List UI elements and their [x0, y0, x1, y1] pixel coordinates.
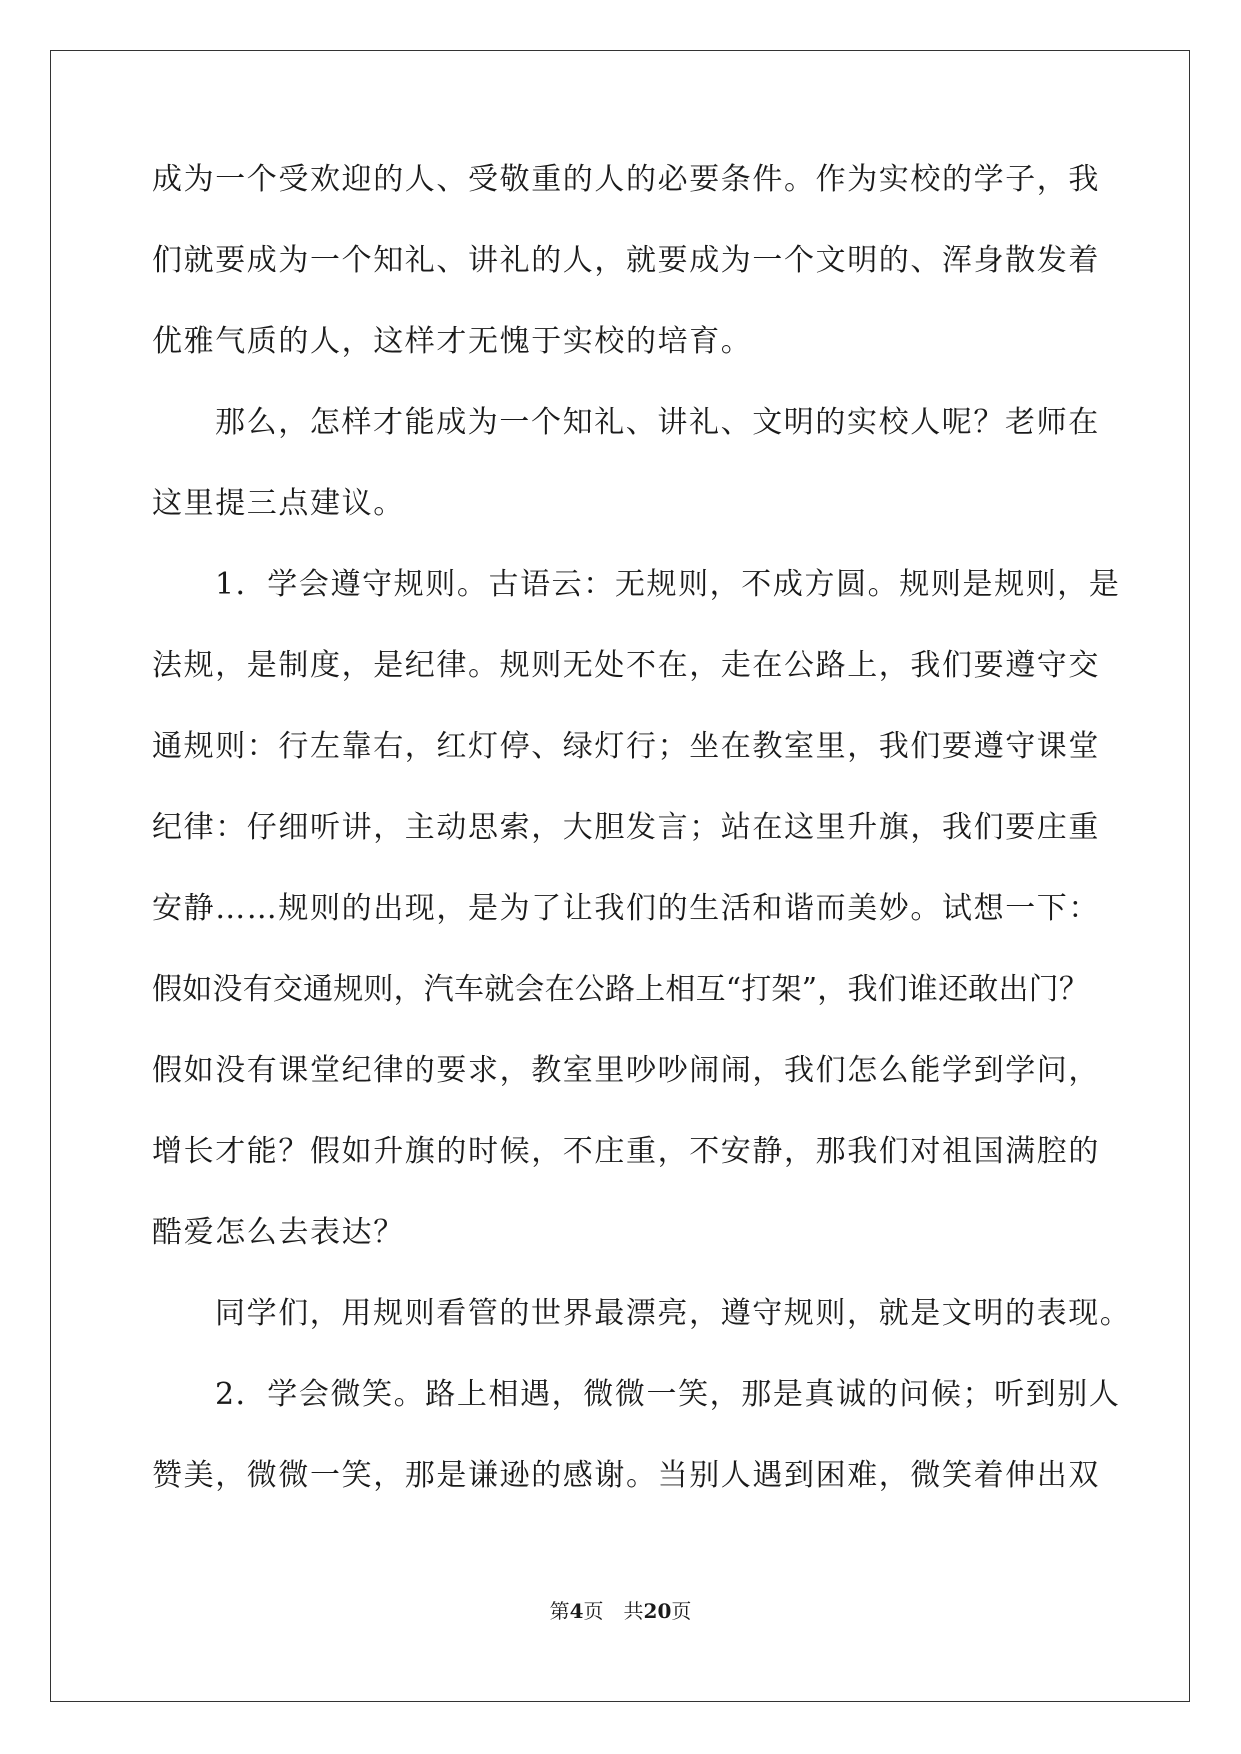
total-page-number: 20	[643, 1599, 672, 1623]
footer-suffix: 页	[671, 1599, 692, 1623]
text-line: 增长才能？假如升旗的时候，不庄重，不安静，那我们对祖国满腔的	[152, 1134, 1100, 1169]
text-line: 纪律：仔细听讲，主动思索，大胆发言；站在这里升旗，我们要庄重	[152, 810, 1100, 845]
text-line: 那么，怎样才能成为一个知礼、讲礼、文明的实校人呢？老师在	[215, 405, 1100, 440]
text-line: 安静……规则的出现，是为了让我们的生活和谐而美妙。试想一下：	[152, 891, 1100, 926]
text-line: 通规则：行左靠右，红灯停、绿灯行；坐在教室里，我们要遵守课堂	[152, 729, 1100, 764]
text-line: 成为一个受欢迎的人、受敬重的人的必要条件。作为实校的学子，我	[152, 162, 1100, 197]
text-line: 1．学会遵守规则。古语云：无规则，不成方圆。规则是规则，是	[215, 567, 1121, 602]
text-line: 酷爱怎么去表达？	[152, 1215, 405, 1250]
text-line: 假如没有交通规则，汽车就会在公路上相互“打架”，我们谁还敢出门？	[152, 972, 1090, 1007]
current-page-number: 4	[569, 1599, 584, 1623]
text-line: 假如没有课堂纪律的要求，教室里吵吵闹闹，我们怎么能学到学问，	[152, 1053, 1100, 1088]
text-line: 优雅气质的人，这样才无愧于实校的培育。	[152, 324, 753, 359]
footer-prefix: 第	[549, 1599, 570, 1623]
text-line: 2．学会微笑。路上相遇，微微一笑，那是真诚的问候；听到别人	[215, 1377, 1121, 1412]
body-text	[152, 162, 1132, 1539]
text-line: 法规，是制度，是纪律。规则无处不在，走在公路上，我们要遵守交	[152, 648, 1100, 683]
text-line: 们就要成为一个知礼、讲礼的人，就要成为一个文明的、浑身散发着	[152, 243, 1100, 278]
text-line: 同学们，用规则看管的世界最漂亮，遵守规则，就是文明的表现。	[215, 1296, 1132, 1331]
text-line: 赞美，微微一笑，那是谦逊的感谢。当别人遇到困难，微笑着伸出双	[152, 1458, 1100, 1493]
footer-middle: 页 共	[583, 1599, 644, 1623]
page-footer	[0, 1595, 1241, 1624]
text-line: 这里提三点建议。	[152, 486, 405, 521]
